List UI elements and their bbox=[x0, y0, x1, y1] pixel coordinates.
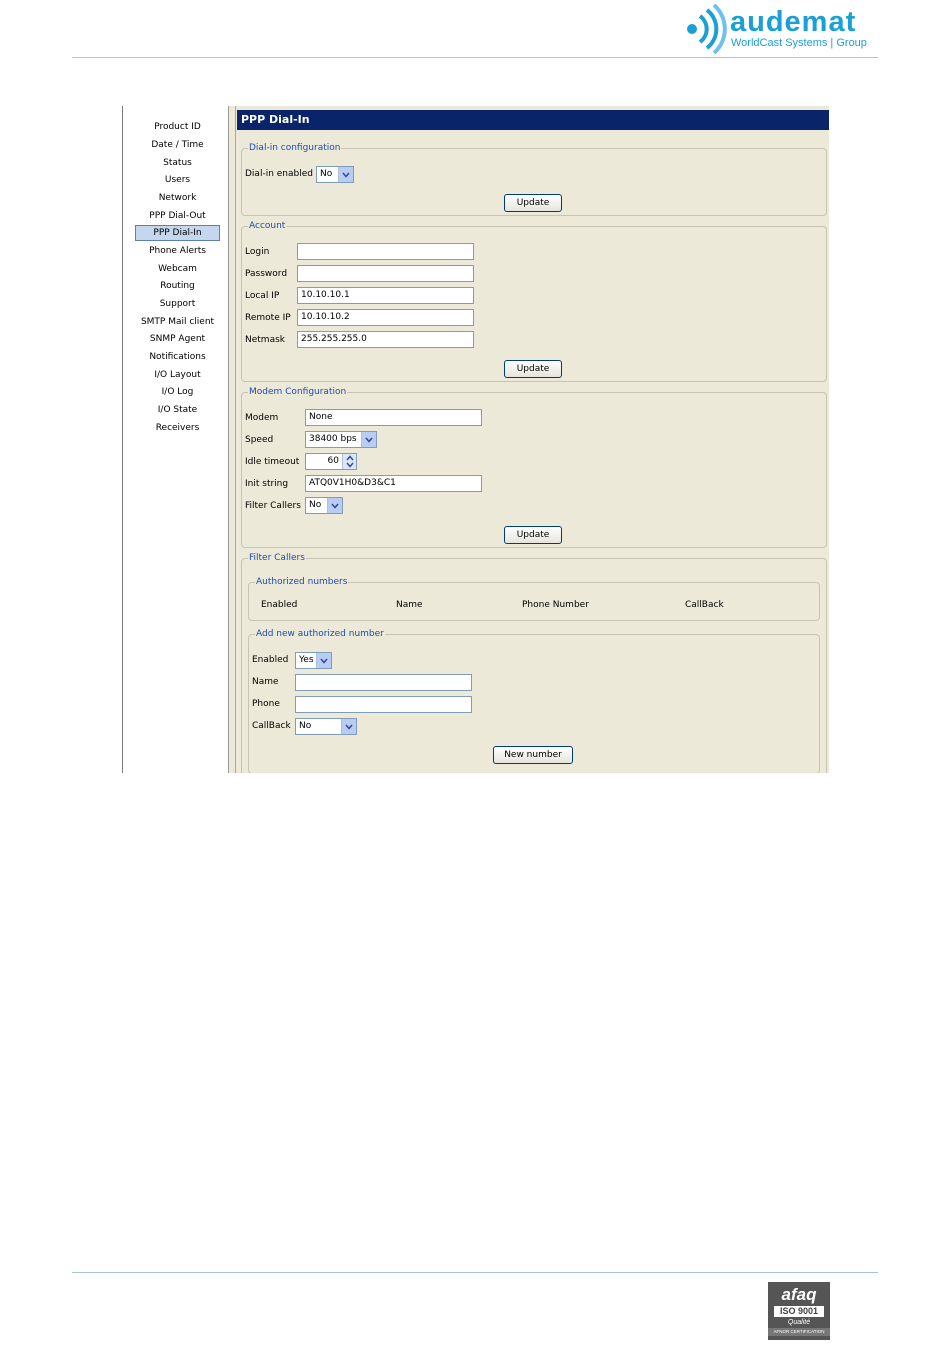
login-label: Login bbox=[245, 247, 270, 257]
dialin-config-group bbox=[241, 143, 827, 216]
speed-label: Speed bbox=[245, 435, 274, 445]
dialin-update-button[interactable]: Update bbox=[504, 194, 562, 212]
column-header-name: Name bbox=[396, 600, 423, 610]
init-string-label: Init string bbox=[245, 479, 289, 489]
sidebar-item-phone-alerts[interactable]: Phone Alerts bbox=[149, 246, 206, 256]
init-string-input[interactable]: ATQ0V1H0&D3&C1 bbox=[305, 475, 482, 492]
chevron-down-icon bbox=[316, 653, 331, 668]
modem-config-group bbox=[241, 387, 827, 548]
audemat-logo bbox=[676, 4, 882, 56]
footer-divider bbox=[72, 1272, 878, 1273]
sidebar-item-io-log[interactable]: I/O Log bbox=[161, 387, 194, 397]
cert-sub: AFNOR CERTIFICATION bbox=[768, 1328, 830, 1336]
logo-wordmark: audemat bbox=[730, 6, 857, 38]
column-header-enabled: Enabled bbox=[261, 600, 298, 610]
sidebar-item-receivers[interactable]: Receivers bbox=[155, 423, 200, 433]
chevron-down-icon bbox=[338, 167, 353, 182]
cert-brand: afaq bbox=[781, 1285, 817, 1304]
dialin-enabled-label: Dial-in enabled bbox=[245, 169, 313, 179]
authorized-numbers-legend: Authorized numbers bbox=[256, 577, 348, 587]
password-label: Password bbox=[245, 269, 288, 279]
filter-callers-value: No bbox=[309, 500, 322, 510]
sidebar-item-webcam[interactable]: Webcam bbox=[158, 264, 197, 274]
new-name-label: Name bbox=[252, 677, 279, 687]
dialin-config-legend: Dial-in configuration bbox=[249, 143, 341, 153]
filter-callers-select[interactable] bbox=[305, 497, 343, 514]
dialin-enabled-value: No bbox=[320, 169, 333, 179]
password-input[interactable] bbox=[297, 265, 474, 282]
sidebar-item-notifications[interactable]: Notifications bbox=[149, 352, 206, 362]
modem-input[interactable]: None bbox=[305, 409, 482, 426]
logo-subtitle: WorldCast Systems | Group bbox=[731, 37, 867, 49]
remote-ip-input[interactable]: 10.10.10.2 bbox=[297, 309, 474, 326]
add-new-number-group bbox=[248, 629, 820, 773]
sidebar-item-network[interactable]: Network bbox=[158, 193, 197, 203]
chevron-down-icon bbox=[341, 719, 356, 734]
modem-config-legend: Modem Configuration bbox=[249, 387, 347, 397]
sidebar-nav bbox=[123, 106, 229, 773]
remote-ip-label: Remote IP bbox=[245, 313, 291, 323]
speed-select[interactable] bbox=[305, 431, 377, 448]
netmask-label: Netmask bbox=[245, 335, 285, 345]
sidebar-item-smtp-mail-client[interactable]: SMTP Mail client bbox=[140, 317, 215, 327]
new-number-button[interactable]: New number bbox=[493, 746, 573, 764]
new-callback-value: No bbox=[299, 721, 312, 731]
new-callback-select[interactable] bbox=[295, 718, 357, 735]
spin-down-icon[interactable] bbox=[346, 462, 354, 468]
add-new-number-legend: Add new authorized number bbox=[256, 629, 384, 639]
new-phone-input[interactable] bbox=[295, 696, 472, 713]
account-group bbox=[241, 221, 827, 382]
sidebar-item-date-time[interactable]: Date / Time bbox=[151, 140, 204, 150]
filter-callers-legend: Filter Callers bbox=[249, 553, 305, 563]
sidebar-item-io-layout[interactable]: I/O Layout bbox=[154, 370, 201, 380]
new-name-input[interactable] bbox=[295, 674, 472, 691]
netmask-input[interactable]: 255.255.255.0 bbox=[297, 331, 474, 348]
login-input[interactable] bbox=[297, 243, 474, 260]
new-callback-label: CallBack bbox=[252, 721, 291, 731]
sidebar-item-product-id[interactable]: Product ID bbox=[154, 122, 201, 132]
header-divider bbox=[72, 57, 878, 58]
filter-callers-group bbox=[241, 553, 827, 773]
sidebar-item-support[interactable]: Support bbox=[159, 299, 196, 309]
column-header-callback: CallBack bbox=[685, 600, 724, 610]
speed-value: 38400 bps bbox=[309, 434, 357, 444]
account-legend: Account bbox=[249, 221, 286, 231]
sidebar-item-snmp-agent[interactable]: SNMP Agent bbox=[149, 334, 206, 344]
sidebar-item-ppp-dial-out[interactable]: PPP Dial-Out bbox=[149, 211, 206, 221]
afaq-certification-badge bbox=[768, 1282, 830, 1340]
column-header-phone-number: Phone Number bbox=[522, 600, 589, 610]
local-ip-input[interactable]: 10.10.10.1 bbox=[297, 287, 474, 304]
app-screenshot bbox=[122, 106, 829, 773]
cert-quality: Qualité bbox=[787, 1319, 811, 1326]
main-panel bbox=[237, 106, 829, 773]
spinner-buttons[interactable] bbox=[342, 454, 356, 469]
account-update-button[interactable]: Update bbox=[504, 360, 562, 378]
idle-timeout-label: Idle timeout bbox=[245, 457, 300, 467]
authorized-numbers-group bbox=[248, 577, 820, 621]
sidebar-item-users[interactable]: Users bbox=[164, 175, 191, 185]
cert-iso: ISO 9001 bbox=[774, 1306, 824, 1317]
spin-up-icon[interactable] bbox=[346, 455, 354, 461]
filter-callers-label: Filter Callers bbox=[245, 501, 301, 511]
idle-timeout-value: 60 bbox=[327, 456, 339, 466]
audemat-logo-icon bbox=[676, 4, 728, 54]
page-title: PPP Dial-In bbox=[237, 110, 829, 130]
new-enabled-value: Yes bbox=[299, 655, 314, 665]
sidebar-item-status[interactable]: Status bbox=[163, 158, 192, 168]
idle-timeout-spinner[interactable] bbox=[305, 453, 357, 470]
modem-label: Modem bbox=[245, 413, 279, 423]
sidebar-splitter[interactable] bbox=[229, 106, 236, 773]
modem-update-button[interactable]: Update bbox=[504, 526, 562, 544]
new-phone-label: Phone bbox=[252, 699, 280, 709]
sidebar-item-routing[interactable]: Routing bbox=[160, 281, 195, 291]
new-enabled-label: Enabled bbox=[252, 655, 289, 665]
chevron-down-icon bbox=[361, 432, 376, 447]
sidebar-item-ppp-dial-in[interactable]: PPP Dial-In bbox=[135, 225, 220, 241]
local-ip-label: Local IP bbox=[245, 291, 280, 301]
dialin-enabled-select[interactable] bbox=[316, 166, 354, 183]
sidebar-item-io-state[interactable]: I/O State bbox=[157, 405, 198, 415]
new-enabled-select[interactable] bbox=[295, 652, 332, 669]
chevron-down-icon bbox=[327, 498, 342, 513]
